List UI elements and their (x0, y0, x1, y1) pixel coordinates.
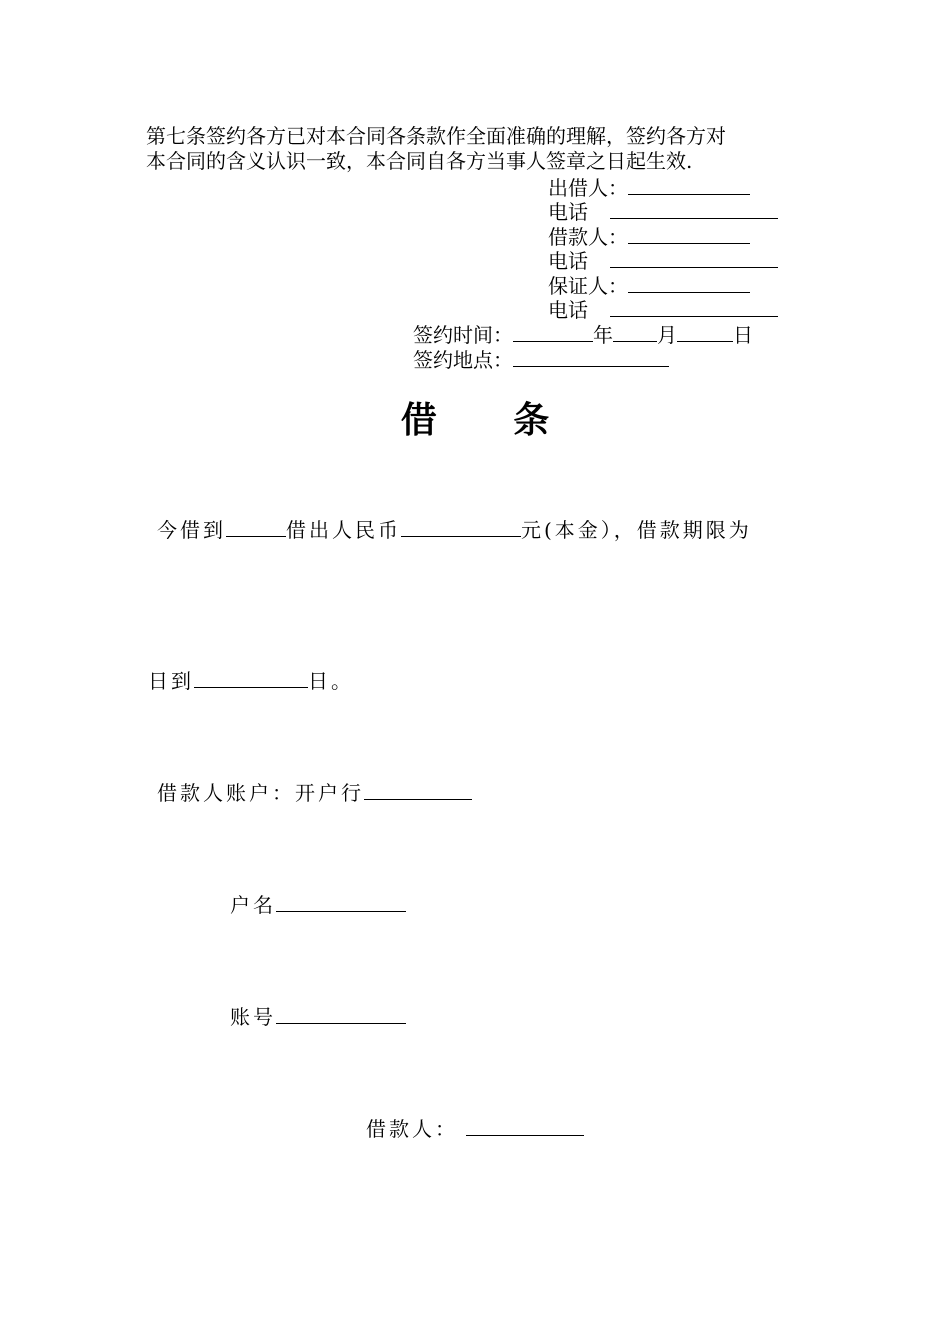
sign-place-row (413, 348, 669, 372)
account-number-blank[interactable] (276, 1005, 406, 1024)
principal-term-label: 元(本金），借款期限为 (521, 518, 752, 542)
month-blank[interactable] (613, 323, 657, 342)
day-blank[interactable] (677, 323, 733, 342)
lender-label: 出借人： (548, 176, 628, 200)
lender-blank[interactable] (628, 176, 750, 195)
guarantor-blank[interactable] (628, 274, 750, 293)
borrower-phone-blank[interactable] (610, 249, 778, 268)
borrower-sign-label: 借款人： (366, 1117, 458, 1141)
borrower-phone-row (548, 249, 778, 273)
borrower-label: 借款人： (548, 225, 628, 249)
lent-rmb-label: 借出人民币 (286, 518, 401, 542)
lender-phone-blank[interactable] (610, 200, 778, 219)
article7-line1: 第七条签约各方已对本合同各条款作全面准确的理解，签约各方对 (146, 124, 726, 148)
guarantor-phone-blank[interactable] (610, 298, 778, 317)
account-number-label: 账号 (230, 1005, 276, 1029)
guarantor-label: 保证人： (548, 274, 628, 298)
date-end-label: 日。 (308, 669, 354, 693)
lender-name-blank[interactable] (226, 518, 286, 537)
lender-row (548, 176, 750, 200)
borrower-blank[interactable] (628, 225, 750, 244)
iou-title: 借 条 (400, 399, 582, 441)
date-to-label: 日到 (148, 669, 194, 693)
month-label: 月 (657, 323, 677, 347)
sign-date-label: 签约时间： (413, 323, 513, 347)
lender-phone-label: 电话 (548, 200, 588, 224)
account-name-row (230, 889, 406, 918)
guarantor-phone-row (548, 298, 778, 322)
day-label: 日 (733, 323, 753, 347)
lender-phone-row (548, 200, 778, 224)
borrowed-from-label: 今借到 (157, 518, 226, 542)
sign-date-row (413, 323, 753, 347)
end-date-blank[interactable] (194, 669, 308, 688)
account-name-blank[interactable] (276, 893, 406, 912)
iou-line2 (148, 665, 354, 694)
account-row (157, 777, 472, 806)
account-label: 借款人账户： (157, 781, 295, 805)
iou-line1 (157, 514, 752, 543)
borrower-sign-row (366, 1113, 584, 1142)
account-name-label: 户名 (230, 893, 276, 917)
year-label: 年 (593, 323, 613, 347)
year-blank[interactable] (513, 323, 593, 342)
amount-blank[interactable] (401, 518, 521, 537)
sign-place-label: 签约地点： (413, 348, 513, 372)
guarantor-row (548, 274, 750, 298)
borrower-sign-blank[interactable] (466, 1117, 584, 1136)
borrower-phone-label: 电话 (548, 249, 588, 273)
bank-label: 开户行 (295, 781, 364, 805)
account-number-row (230, 1001, 406, 1030)
guarantor-phone-label: 电话 (548, 298, 588, 322)
article7-line2: 本合同的含义认识一致，本合同自各方当事人签章之日起生效. (146, 149, 693, 173)
sign-place-blank[interactable] (513, 348, 669, 367)
borrower-row (548, 225, 750, 249)
bank-blank[interactable] (364, 781, 472, 800)
